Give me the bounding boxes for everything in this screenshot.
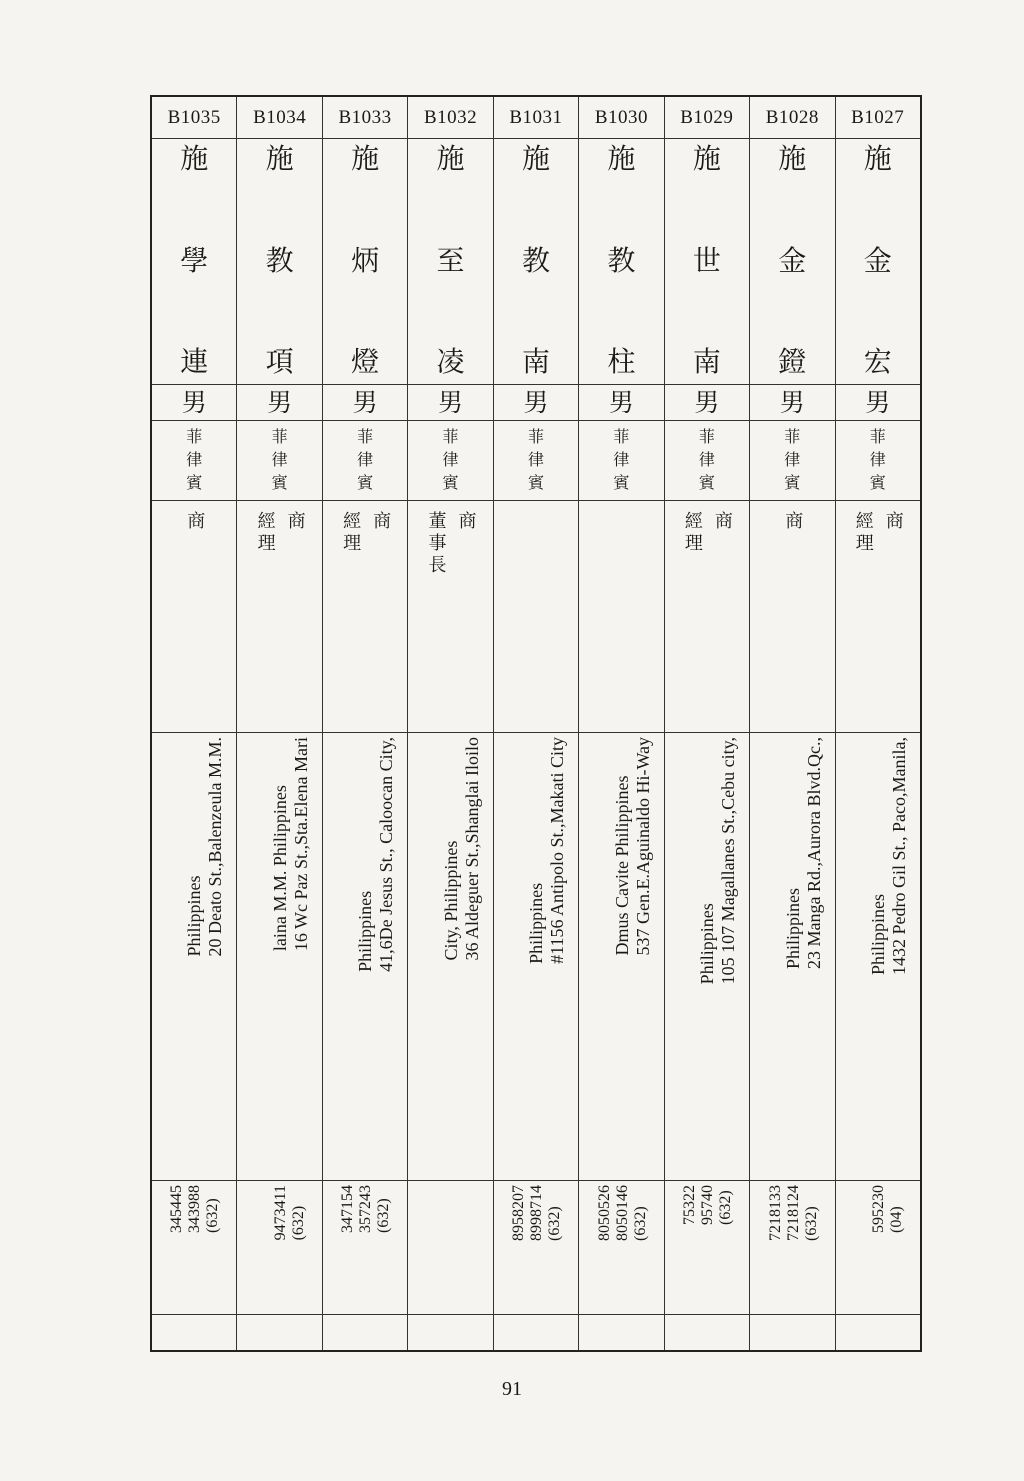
- occupation-cell: [152, 501, 236, 733]
- name-box: [665, 139, 749, 384]
- phone-lines: [870, 1185, 906, 1233]
- name-char: 學: [180, 243, 209, 277]
- nationality-char: 菲: [869, 427, 886, 446]
- sex-cell: [494, 385, 578, 421]
- name-char: 凌: [436, 345, 465, 378]
- record-id-cell: [579, 97, 663, 139]
- occupation-box: [836, 501, 920, 555]
- address-lines: [184, 737, 226, 956]
- name-box: [152, 139, 236, 384]
- sex-cell: [750, 385, 834, 421]
- occupation-cell: [323, 501, 407, 733]
- occupation-cell: [750, 501, 834, 733]
- phone-cell: [494, 1181, 578, 1315]
- address-cell: [494, 733, 578, 1181]
- name-char: 施: [351, 142, 380, 175]
- nationality-char: 菲: [442, 427, 459, 446]
- phone-line: (632): [204, 1198, 222, 1233]
- name-box: [579, 139, 663, 384]
- sex-cell: [665, 385, 749, 421]
- name-char: 施: [863, 142, 892, 175]
- phone-line: 75322: [681, 1185, 699, 1225]
- record-column: [665, 97, 750, 1350]
- sex-value: 男: [438, 388, 464, 417]
- name-char: 教: [521, 243, 550, 277]
- nationality-box: [323, 421, 407, 494]
- name-char: 南: [692, 345, 721, 378]
- remarks-cell: [237, 1315, 321, 1350]
- page-number: 91: [502, 1378, 522, 1400]
- phone-line: 343988: [186, 1185, 204, 1233]
- record-id: B1031: [509, 107, 563, 128]
- phone-lines: [681, 1185, 735, 1225]
- nationality-cell: [323, 421, 407, 501]
- sex-cell: [836, 385, 920, 421]
- occupation-line: 商: [882, 511, 904, 533]
- record-column: [152, 97, 237, 1350]
- phone-cell: [579, 1181, 663, 1315]
- record-id-cell: [494, 97, 578, 139]
- name-cell: [408, 139, 492, 385]
- nationality-cell: [152, 421, 236, 501]
- name-char: 宏: [863, 345, 892, 378]
- address-lines: [441, 737, 483, 960]
- name-char: 項: [265, 345, 294, 378]
- phone-cell: [750, 1181, 834, 1315]
- address-line: 105 107 Magallanes St.,Cebu city,: [718, 737, 739, 985]
- remarks-cell: [665, 1315, 749, 1350]
- record-id: B1035: [167, 107, 221, 128]
- address-line: Philippines: [697, 903, 718, 985]
- name-cell: [237, 139, 321, 385]
- phone-line: 357243: [357, 1185, 375, 1233]
- address-lines: [868, 737, 910, 975]
- phone-lines: [272, 1185, 308, 1240]
- name-cell: [836, 139, 920, 385]
- occupation-line: 經理: [681, 511, 703, 555]
- phone-lines: [596, 1185, 650, 1241]
- address-line: 20 Deato St.,Balenzeula M.M.: [205, 737, 226, 957]
- record-column: [494, 97, 579, 1350]
- address-lines: [355, 737, 397, 972]
- phone-lines: [339, 1185, 393, 1233]
- address-lines: [270, 737, 312, 951]
- nationality-char: 賓: [869, 473, 886, 492]
- address-lines: [783, 737, 825, 969]
- remarks-cell: [408, 1315, 492, 1350]
- sex-value: 男: [523, 388, 549, 417]
- remarks-cell: [836, 1315, 920, 1350]
- sex-cell: [408, 385, 492, 421]
- register-table: [150, 95, 922, 1352]
- remarks-cell: [494, 1315, 578, 1350]
- occupation-box: [152, 501, 236, 533]
- occupation-line: 經理: [852, 511, 874, 555]
- phone-cell: [836, 1181, 920, 1315]
- address-line: 41,6De Jesus St., Caloocan City,: [376, 737, 397, 972]
- nationality-char: 賓: [186, 473, 203, 492]
- occupation-line: 商: [184, 511, 206, 533]
- name-char: 施: [692, 142, 721, 175]
- phone-cell: [665, 1181, 749, 1315]
- address-lines: [612, 737, 654, 956]
- nationality-char: 菲: [527, 427, 544, 446]
- name-box: [237, 139, 321, 384]
- nationality-char: 律: [613, 450, 630, 469]
- address-cell: [579, 733, 663, 1181]
- nationality-char: 律: [869, 450, 886, 469]
- occupation-box: [323, 501, 407, 555]
- nationality-char: 賓: [271, 473, 288, 492]
- nationality-char: 賓: [442, 473, 459, 492]
- record-id: B1029: [680, 107, 734, 128]
- address-cell: [836, 733, 920, 1181]
- name-box: [750, 139, 834, 384]
- occupation-line: 商: [284, 511, 306, 533]
- phone-line: 595230: [869, 1185, 887, 1233]
- sex-cell: [152, 385, 236, 421]
- occupation-cell: [579, 501, 663, 733]
- nationality-cell: [494, 421, 578, 501]
- occupation-cell: [665, 501, 749, 733]
- phone-line: 7218133: [766, 1185, 784, 1241]
- address-line: 16 Wc Paz St.,Sta.Elena Mari: [290, 737, 311, 952]
- address-line: laina M.M. Philippines: [269, 785, 290, 952]
- phone-lines: [168, 1185, 222, 1233]
- nationality-char: 律: [698, 450, 715, 469]
- remarks-cell: [323, 1315, 407, 1350]
- sex-value: 男: [865, 388, 891, 417]
- phone-line: (632): [802, 1206, 820, 1241]
- address-lines: [526, 737, 568, 964]
- nationality-char: 賓: [613, 473, 630, 492]
- record-column: [836, 97, 920, 1350]
- nationality-box: [750, 421, 834, 494]
- occupation-cell: [408, 501, 492, 733]
- phone-line: 347154: [339, 1185, 357, 1233]
- address-cell: [237, 733, 321, 1181]
- nationality-char: 賓: [357, 473, 374, 492]
- name-char: 柱: [607, 345, 636, 378]
- address-line: Philippines: [355, 890, 376, 972]
- phone-line: (632): [289, 1205, 307, 1241]
- address-line: 1432 Pedro Gil St., Paco,Manila,: [888, 737, 909, 975]
- phone-line: 8050526: [595, 1185, 613, 1241]
- address-line: #1156 Antipolo St.,Makati City: [547, 737, 568, 964]
- nationality-box: [237, 421, 321, 494]
- record-column: [750, 97, 835, 1350]
- nationality-cell: [750, 421, 834, 501]
- occupation-cell: [836, 501, 920, 733]
- record-id-cell: [237, 97, 321, 139]
- phone-line: 7218124: [784, 1185, 802, 1241]
- nationality-box: [665, 421, 749, 494]
- nationality-cell: [579, 421, 663, 501]
- name-char: 施: [778, 142, 807, 175]
- phone-cell: [323, 1181, 407, 1315]
- address-cell: [408, 733, 492, 1181]
- address-line: Philippines: [782, 887, 803, 969]
- occupation-box: [665, 501, 749, 555]
- nationality-char: 菲: [357, 427, 374, 446]
- phone-cell: [408, 1181, 492, 1315]
- nationality-cell: [408, 421, 492, 501]
- phone-line: 345445: [168, 1185, 186, 1233]
- record-id-cell: [665, 97, 749, 139]
- name-char: 施: [265, 142, 294, 175]
- sex-value: 男: [181, 388, 207, 417]
- occupation-box: [237, 501, 321, 555]
- sex-value: 男: [352, 388, 378, 417]
- name-cell: [323, 139, 407, 385]
- occupation-box: [494, 501, 578, 511]
- name-char: 施: [436, 142, 465, 175]
- address-line: Philippines: [867, 893, 888, 975]
- sex-cell: [237, 385, 321, 421]
- phone-line: 95740: [699, 1185, 717, 1225]
- nationality-cell: [665, 421, 749, 501]
- address-line: Dmus Cavite Philippines: [611, 775, 632, 956]
- occupation-line: 商: [455, 511, 477, 533]
- sex-cell: [323, 385, 407, 421]
- remarks-cell: [152, 1315, 236, 1350]
- record-id: B1033: [338, 107, 392, 128]
- nationality-char: 賓: [527, 473, 544, 492]
- name-char: 至: [436, 243, 465, 277]
- nationality-char: 律: [186, 450, 203, 469]
- name-char: 連: [180, 345, 209, 378]
- nationality-char: 賓: [784, 473, 801, 492]
- address-line: Philippines: [526, 882, 547, 964]
- record-column: [408, 97, 493, 1350]
- name-char: 教: [265, 243, 294, 277]
- phone-cell: [237, 1181, 321, 1315]
- record-id: B1028: [765, 107, 819, 128]
- address-cell: [323, 733, 407, 1181]
- record-id-cell: [836, 97, 920, 139]
- occupation-cell: [494, 501, 578, 733]
- name-char: 金: [863, 243, 892, 277]
- address-line: 36 Aldeguer St.,Shanglai Iloilo: [461, 737, 482, 961]
- nationality-cell: [836, 421, 920, 501]
- occupation-line: 經理: [340, 511, 362, 555]
- record-id-cell: [750, 97, 834, 139]
- phone-lines: [767, 1185, 821, 1241]
- address-cell: [665, 733, 749, 1181]
- name-char: 施: [607, 142, 636, 175]
- sex-value: 男: [779, 388, 805, 417]
- name-cell: [494, 139, 578, 385]
- record-id: B1034: [253, 107, 307, 128]
- address-cell: [152, 733, 236, 1181]
- name-cell: [665, 139, 749, 385]
- address-line: 537 Gen.E.Aguinaldo Hi-Way: [632, 737, 653, 956]
- address-line: 23 Manga Rd.,Aurora Blvd.Qc.,: [803, 737, 824, 969]
- phone-line: 9473411: [271, 1185, 289, 1241]
- sex-value: 男: [694, 388, 720, 417]
- record-id-cell: [323, 97, 407, 139]
- nationality-char: 菲: [784, 427, 801, 446]
- nationality-char: 菲: [271, 427, 288, 446]
- sex-value: 男: [608, 388, 634, 417]
- phone-line: 8958207: [510, 1185, 528, 1241]
- nationality-char: 律: [357, 450, 374, 469]
- nationality-char: 律: [271, 450, 288, 469]
- phone-line: (632): [631, 1206, 649, 1241]
- phone-line: (632): [546, 1206, 564, 1241]
- occupation-line: 經理: [254, 511, 276, 555]
- record-column: [323, 97, 408, 1350]
- name-char: 世: [692, 243, 721, 277]
- name-char: 教: [607, 243, 636, 277]
- nationality-char: 律: [784, 450, 801, 469]
- name-box: [494, 139, 578, 384]
- phone-line: (632): [717, 1190, 735, 1225]
- phone-lines: [510, 1185, 564, 1241]
- record-column: [237, 97, 322, 1350]
- name-cell: [750, 139, 834, 385]
- occupation-line: 董事長: [425, 511, 447, 577]
- sex-value: 男: [267, 388, 293, 417]
- address-line: City, Philippines: [440, 840, 461, 961]
- phone-line: 8050146: [613, 1185, 631, 1241]
- nationality-box: [836, 421, 920, 494]
- name-box: [408, 139, 492, 384]
- nationality-box: [152, 421, 236, 494]
- occupation-line: 商: [370, 511, 392, 533]
- address-line: Philippines: [184, 875, 205, 957]
- remarks-cell: [579, 1315, 663, 1350]
- nationality-char: 菲: [698, 427, 715, 446]
- name-cell: [579, 139, 663, 385]
- nationality-box: [408, 421, 492, 494]
- nationality-box: [494, 421, 578, 494]
- nationality-char: 菲: [613, 427, 630, 446]
- occupation-line: 商: [711, 511, 733, 533]
- name-char: 金: [778, 243, 807, 277]
- occupation-box: [750, 501, 834, 533]
- phone-line: (632): [375, 1198, 393, 1233]
- name-char: 南: [521, 345, 550, 378]
- name-char: 鐙: [778, 345, 807, 378]
- occupation-line: 商: [782, 511, 804, 533]
- nationality-char: 律: [442, 450, 459, 469]
- name-char: 燈: [351, 345, 380, 378]
- record-id: B1030: [594, 107, 648, 128]
- phone-cell: [152, 1181, 236, 1315]
- record-id: B1027: [851, 107, 905, 128]
- name-char: 炳: [351, 243, 380, 277]
- nationality-char: 菲: [186, 427, 203, 446]
- occupation-box: [408, 501, 492, 577]
- occupation-cell: [237, 501, 321, 733]
- nationality-char: 賓: [698, 473, 715, 492]
- record-id-cell: [408, 97, 492, 139]
- occupation-box: [579, 501, 663, 511]
- record-column: [579, 97, 664, 1350]
- address-lines: [697, 737, 739, 984]
- name-char: 施: [180, 142, 209, 175]
- remarks-cell: [750, 1315, 834, 1350]
- nationality-char: 律: [527, 450, 544, 469]
- nationality-box: [579, 421, 663, 494]
- address-cell: [750, 733, 834, 1181]
- nationality-cell: [237, 421, 321, 501]
- name-box: [836, 139, 920, 384]
- name-box: [323, 139, 407, 384]
- phone-line: 8998714: [528, 1185, 546, 1241]
- name-char: 施: [521, 142, 550, 175]
- name-cell: [152, 139, 236, 385]
- phone-line: (04): [887, 1206, 905, 1233]
- record-id: B1032: [423, 107, 478, 128]
- sex-cell: [579, 385, 663, 421]
- record-id-cell: [152, 97, 236, 139]
